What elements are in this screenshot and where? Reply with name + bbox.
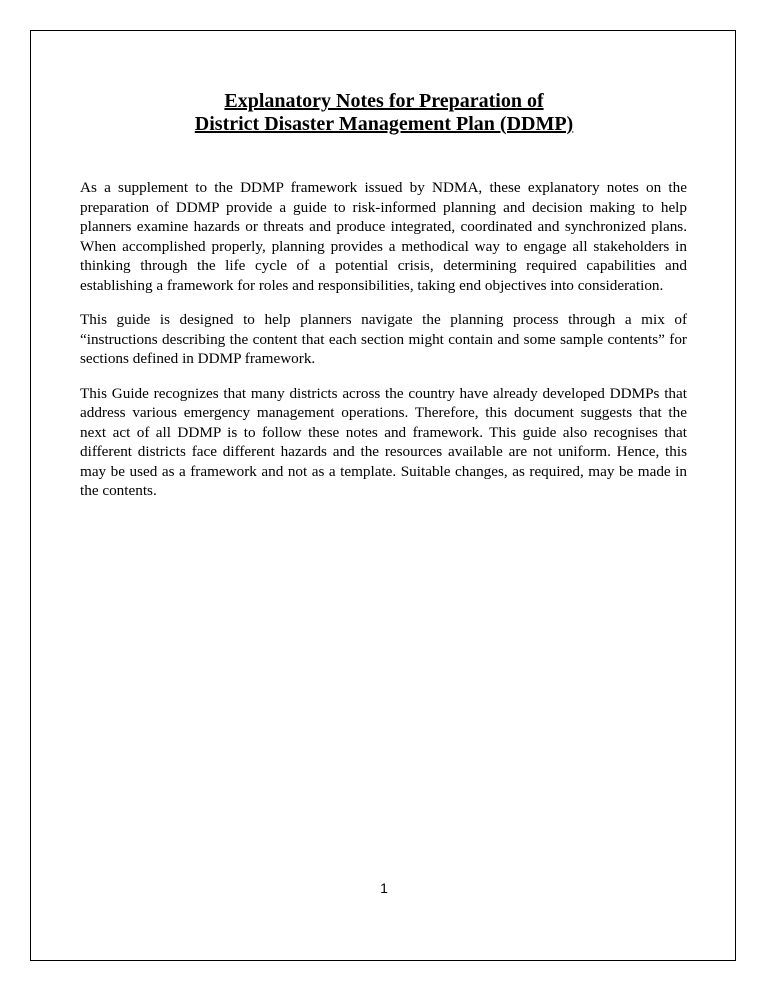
paragraph-guide-recognition: This Guide recognizes that many districts across the country have already developed DDMPs that address various emergency management operations. Therefore, this document suggests that the next act of all DDMP is to follow these notes and framework. This guide also recognises that different districts face different hazards and the resources available are not uniform. Hence, this may be used as a framework and not as a template. Suitable changes, as required, may be made in the contents. bbox=[80, 384, 687, 499]
page-title bbox=[0, 90, 768, 136]
page-number: 1 bbox=[380, 880, 388, 896]
title-line-2: District Disaster Management Plan (DDMP) bbox=[194, 113, 574, 135]
paragraph-intro: As a supplement to the DDMP framework issued by NDMA, these explanatory notes on the preparation of DDMP provide a guide to risk-informed planning and decision making to help planners examine hazards or threats and produce integrated, coordinated and synchronized plans. When accomplished properly, planning provides a methodical way to engage all stakeholders in thinking through the life cycle of a potential crisis, determining required capabilities and establishing a framework for roles and responsibilities, taking end objectives into consideration. bbox=[80, 179, 687, 294]
paragraph-guide-purpose: This guide is designed to help planners navigate the planning process through a mix of “instructions describing the content that each section might contain and some sample contents” for sections defined in DDMP framework. bbox=[80, 311, 687, 367]
title-line-1: Explanatory Notes for Preparation of bbox=[224, 90, 544, 112]
document-body bbox=[80, 178, 687, 516]
